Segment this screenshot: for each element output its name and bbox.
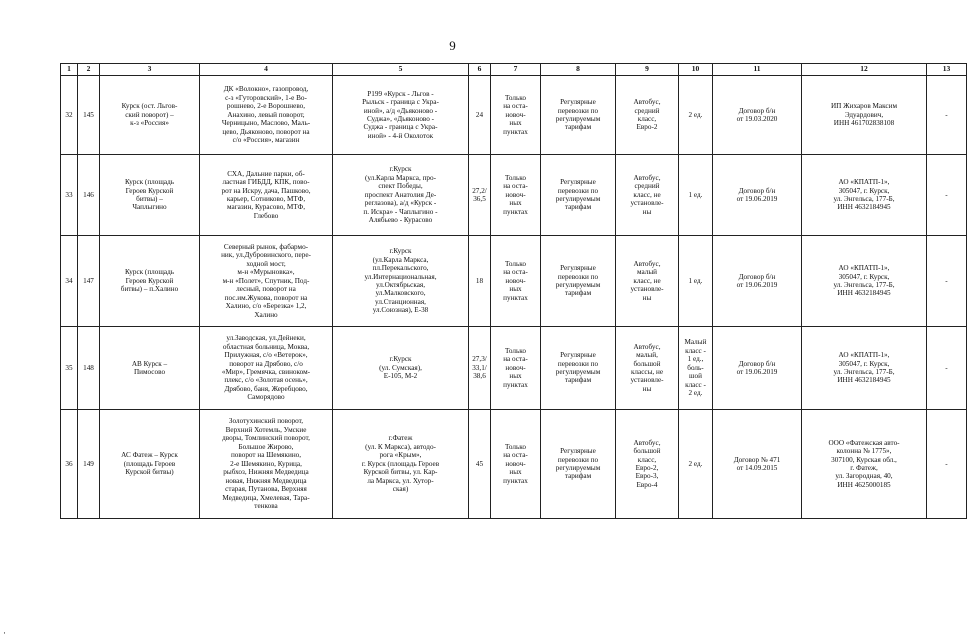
header-cell: 11 <box>713 64 802 76</box>
header-cell: 4 <box>200 64 333 76</box>
table-cell-c3: Курск (ост. Льгов- ский поворот) – к-з «Россия» <box>100 76 200 155</box>
table-cell-c9: Автобус, малый, большой классы, не установле- ны <box>616 327 679 410</box>
routes-table <box>60 63 967 519</box>
table-cell-c13: - <box>927 410 967 519</box>
header-cell: 2 <box>78 64 100 76</box>
table-cell-c11: Договор б/н от 19.03.2020 <box>713 76 802 155</box>
table-cell-c7: Только на оста- новоч- ных пунктах <box>491 155 541 236</box>
table-cell-c13: - <box>927 327 967 410</box>
table-row <box>61 327 967 410</box>
table-cell-c9: Автобус, средний класс, Евро-2 <box>616 76 679 155</box>
header-cell: 6 <box>469 64 491 76</box>
table-cell-c5: г.Курск (ул. Сумская), Е-105, М-2 <box>333 327 469 410</box>
table-cell-c13: - <box>927 155 967 236</box>
table-cell-c11: Договор № 471 от 14.09.2015 <box>713 410 802 519</box>
table-cell-c8: Регулярные перевозки по регулируемым тарифам <box>541 76 616 155</box>
table-cell-c13: - <box>927 236 967 327</box>
header-cell: 3 <box>100 64 200 76</box>
header-cell: 9 <box>616 64 679 76</box>
table-cell-c2: 149 <box>78 410 100 519</box>
table-cell-c2: 146 <box>78 155 100 236</box>
table-cell-c1: 36 <box>61 410 78 519</box>
table-cell-c7: Только на оста- новоч- ных пунктах <box>491 236 541 327</box>
table-cell-c2: 145 <box>78 76 100 155</box>
table-cell-c1: 32 <box>61 76 78 155</box>
table-cell-c12: АО «КПАТП-1», 305047, г. Курск, ул. Энгельса, 177-Б, ИНН 4632184945 <box>802 236 927 327</box>
table-cell-c6: 24 <box>469 76 491 155</box>
table-cell-c2: 147 <box>78 236 100 327</box>
table-row <box>61 76 967 155</box>
page-number: 9 <box>449 38 456 53</box>
table-cell-c6: 27,2/ 36,5 <box>469 155 491 236</box>
table-cell-c12: АО «КПАТП-1», 305047, г. Курск, ул. Энгельса, 177-Б, ИНН 4632184945 <box>802 327 927 410</box>
table-cell-c5: г.Курск (ул.Карла Маркса, пл.Перекальского, ул.Интернациональная, ул.Октябрьская, ул.Малковского, ул.Станционная, ул.Союзная), Е-38 <box>333 236 469 327</box>
header-cell: 13 <box>927 64 967 76</box>
table-cell-c9: Автобус, большой класс, Евро-2, Евро-3, Евро-4 <box>616 410 679 519</box>
table-cell-c12: ООО «Фатежская авто- колонна № 1775», 307100, Курская обл., г. Фатеж, ул. Загородная, 40, ИНН 4625000185 <box>802 410 927 519</box>
header-cell: 8 <box>541 64 616 76</box>
table-cell-c6: 45 <box>469 410 491 519</box>
table-cell-c13: - <box>927 76 967 155</box>
table-cell-c12: ИП Жихаров Максим Эдуардович, ИНН 461702838108 <box>802 76 927 155</box>
table-cell-c10: 1 ед. <box>679 155 713 236</box>
header-cell: 7 <box>491 64 541 76</box>
header-cell: 12 <box>802 64 927 76</box>
header-cell: 1 <box>61 64 78 76</box>
table-cell-c9: Автобус, малый класс, не установле- ны <box>616 236 679 327</box>
table-row <box>61 410 967 519</box>
table-cell-c7: Только на оста- новоч- ных пунктах <box>491 327 541 410</box>
table-cell-c3: АВ Курск – Пимосово <box>100 327 200 410</box>
table-cell-c4: СХА, Дальние парки, об- ластная ГИБДД, КПК, пово- рот на Искру, дача, Пашково, карьер, Сотниково, МТФ, магазин, Курасово, МТФ, Глебово <box>200 155 333 236</box>
table-cell-c11: Договор б/н от 19.06.2019 <box>713 236 802 327</box>
table-cell-c4: Золотухинский поворот, Верхний Хотемль, Умские дворы, Томлинский поворот, Большое Жирово, поворот на Шемякино, 2-е Шемякино, Курица, рыбхоз, Нижняя Медведица новая, Нижняя Медведица старая, Путанова, Верхняя Медведица, Хмелевая, Тара- тенкова <box>200 410 333 519</box>
table-cell-c1: 33 <box>61 155 78 236</box>
table-cell-c8: Регулярные перевозки по регулируемым тарифам <box>541 236 616 327</box>
table-cell-c8: Регулярные перевозки по регулируемым тарифам <box>541 155 616 236</box>
page-edge-mark: · <box>3 628 6 638</box>
header-cell: 5 <box>333 64 469 76</box>
header-row <box>61 64 967 76</box>
table-cell-c10: 2 ед. <box>679 76 713 155</box>
table-cell-c10: Малый класс - 1 ед., боль- шой класс - 2 ед. <box>679 327 713 410</box>
table-cell-c11: Договор б/н от 19.06.2019 <box>713 327 802 410</box>
table-cell-c5: Р199 «Курск - Льгов - Рыльск - граница с Укра- иной», а/д «Дьяконово - Суджа», «Дьяконово - Суджа - граница с Укра- иной» - 4-й Околоток <box>333 76 469 155</box>
table-cell-c6: 27,3/ 33,1/ 38,6 <box>469 327 491 410</box>
table-cell-c4: Северный рынок, фабармо- ник, ул.Дубровинского, пере- ходной мост, м-н «Мурыновка», м-н «Полет», Спутник, Под- лесный, поворот на пос.им.Жукова, поворот на Халино, с/о «Березка» 1,2, Халино <box>200 236 333 327</box>
table-cell-c12: АО «КПАТП-1», 305047, г. Курск, ул. Энгельса, 177-Б, ИНН 4632184945 <box>802 155 927 236</box>
table-cell-c4: ул.Заводская, ул.Дейнеки, областная больница, Моква, Прилужная, с/о «Ветерок», поворот на Дрябово, с/о «Мир», Гремячка, свиноком- плекс, с/о «Золотая осень», Дрябово, баня, Жеребцово, Саморядово <box>200 327 333 410</box>
table-cell-c2: 148 <box>78 327 100 410</box>
table-cell-c4: ДК «Волокно», газопровод, с-з «Гуторовский», 1-е Во- рошнево, 2-е Ворошнево, Анахино, левый поворот, Черницыно, Маслово, Маль- цево, Дьяконово, поворот на с/о «Россия», магазин <box>200 76 333 155</box>
table-cell-c6: 18 <box>469 236 491 327</box>
table-row <box>61 236 967 327</box>
table-cell-c1: 34 <box>61 236 78 327</box>
table-cell-c5: г.Фатеж (ул. К Маркса), автодо- рога «Крым», г. Курск (площадь Героев Курской битвы, ул. Кар- ла Маркса, ул. Хутор- ская) <box>333 410 469 519</box>
table-cell-c8: Регулярные перевозки по регулируемым тарифам <box>541 327 616 410</box>
table-cell-c11: Договор б/н от 19.06.2019 <box>713 155 802 236</box>
table-cell-c5: г.Курск (ул.Карла Маркса, про- спект Победы, проспект Анатолия Де- реглазова), а/д «Курск - п. Искра» - Чаплыгино - Алябьево - Курасово <box>333 155 469 236</box>
table-cell-c7: Только на оста- новоч- ных пунктах <box>491 76 541 155</box>
table-cell-c10: 2 ед. <box>679 410 713 519</box>
table-cell-c9: Автобус, средний класс, не установле- ны <box>616 155 679 236</box>
table-row <box>61 155 967 236</box>
table-cell-c3: АС Фатеж – Курск (площадь Героев Курской битвы) <box>100 410 200 519</box>
table-cell-c7: Только на оста- новоч- ных пунктах <box>491 410 541 519</box>
table-cell-c1: 35 <box>61 327 78 410</box>
table-cell-c8: Регулярные перевозки по регулируемым тарифам <box>541 410 616 519</box>
table-cell-c3: Курск (площадь Героев Курской битвы) – Чаплыгино <box>100 155 200 236</box>
table-cell-c10: 1 ед. <box>679 236 713 327</box>
table-cell-c3: Курск (площадь Героев Курской битвы) – п.Халино <box>100 236 200 327</box>
header-cell: 10 <box>679 64 713 76</box>
